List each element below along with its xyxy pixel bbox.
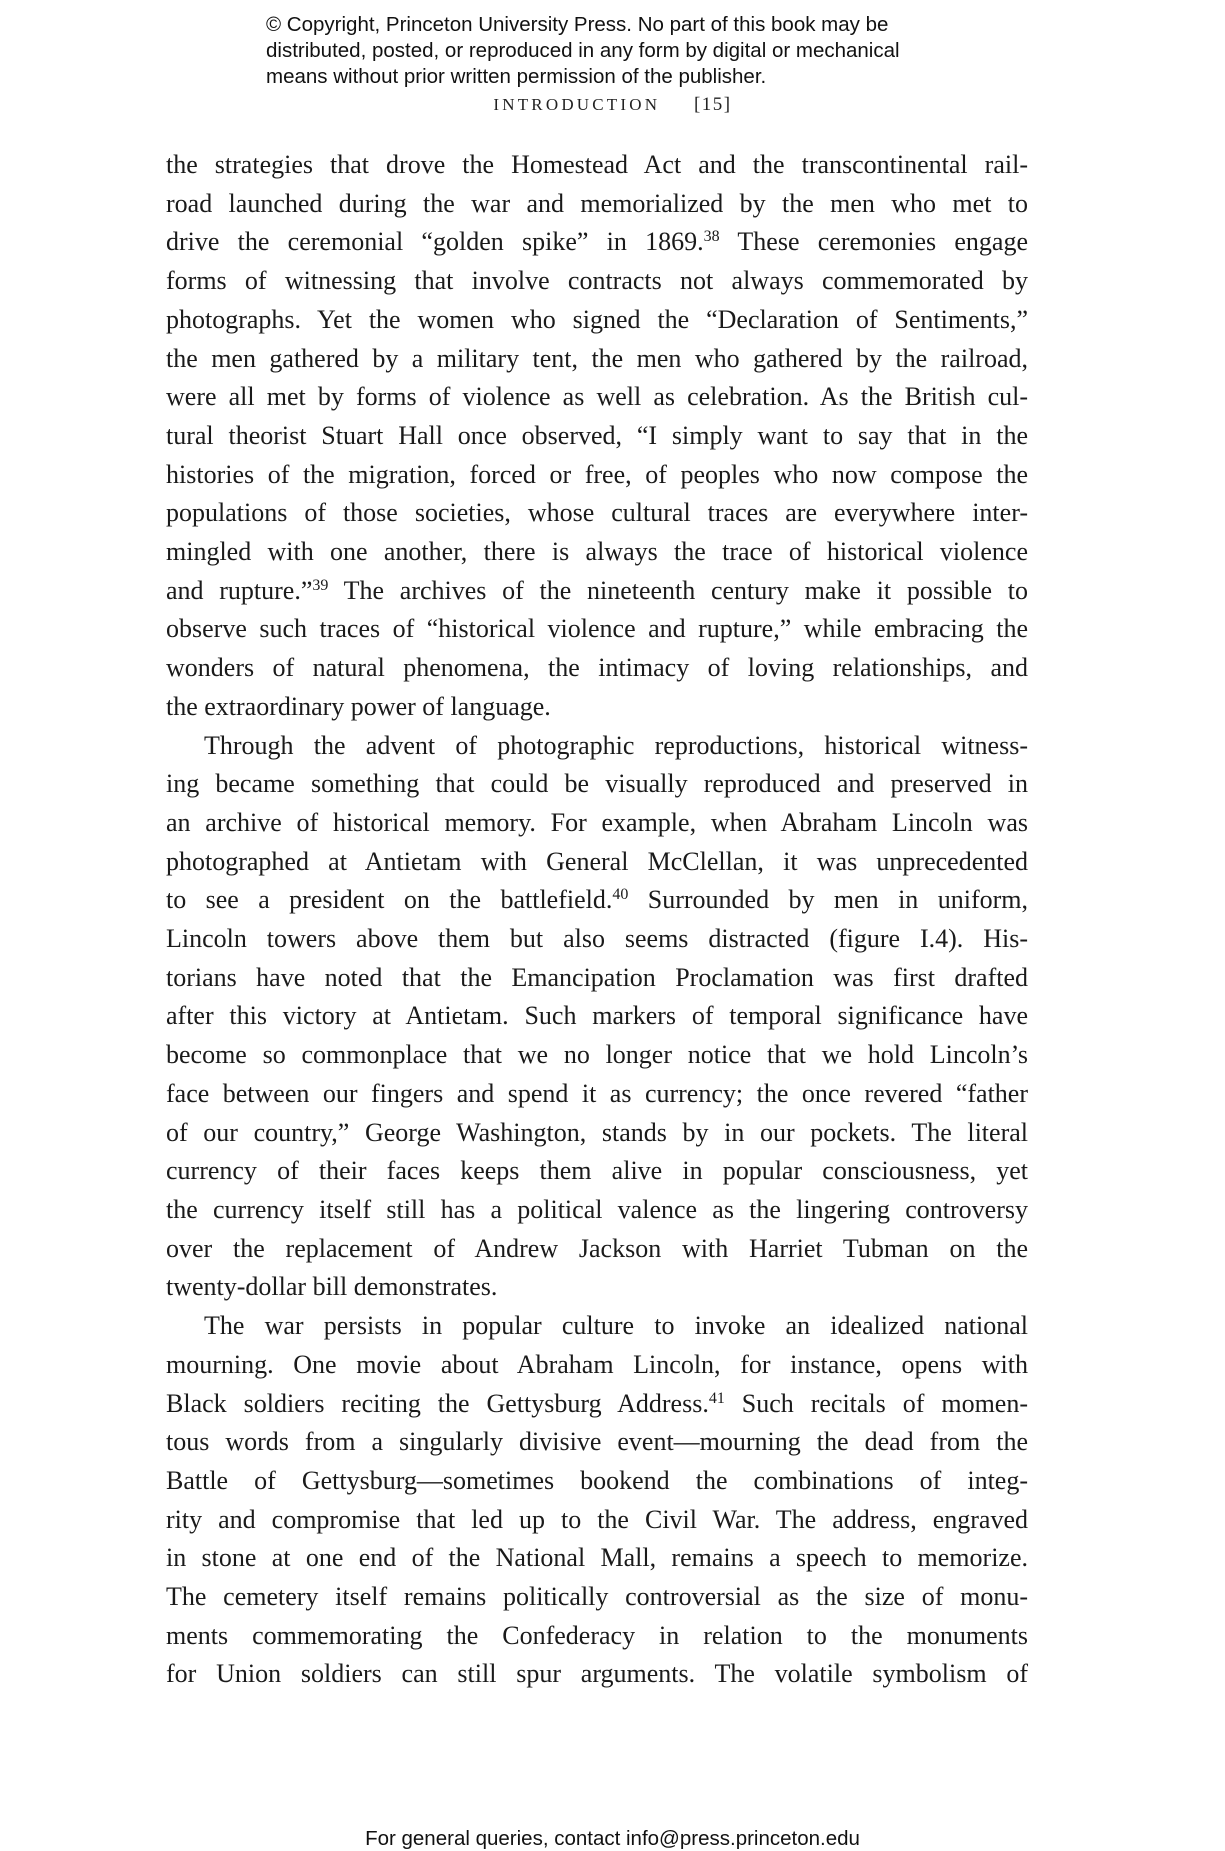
line-text: photographed at Antietam with General McClellan, it was unprecedented	[166, 846, 1028, 876]
footnote-reference[interactable]: 41	[708, 1389, 725, 1407]
line-text: road launched during the war and memorialized by the men who met to	[166, 188, 1028, 218]
running-head-section: INTRODUCTION	[493, 95, 661, 114]
line-text: Surrounded by men in uniform,	[628, 885, 1028, 915]
copyright-notice	[266, 12, 1026, 90]
text-line	[166, 378, 1028, 417]
text-line	[166, 1617, 1028, 1656]
text-line	[166, 688, 1028, 727]
text-line	[166, 765, 1028, 804]
body-text	[166, 146, 1028, 1694]
line-text: the extraordinary power of language.	[166, 691, 551, 721]
text-line	[166, 843, 1028, 882]
text-line	[166, 262, 1028, 301]
line-text: Through the advent of photographic reproductions, historical witness-	[204, 730, 1028, 760]
text-line	[166, 1075, 1028, 1114]
line-text: Lincoln towers above them but also seems distracted (figure I.4). His-	[166, 924, 1028, 954]
footnote-reference[interactable]: 40	[612, 886, 629, 904]
text-line	[166, 1539, 1028, 1578]
line-text: tural theorist Stuart Hall once observed, “I simply want to say that in the	[166, 420, 1028, 450]
text-line	[166, 610, 1028, 649]
text-line	[166, 997, 1028, 1036]
line-text: torians have noted that the Emancipation Proclamation was first drafted	[166, 962, 1028, 992]
copyright-line: means without prior written permission of the publisher.	[266, 65, 767, 88]
line-text: and rupture.”	[166, 575, 313, 605]
paragraph	[166, 146, 1028, 727]
text-line	[166, 456, 1028, 495]
text-line	[166, 340, 1028, 379]
text-line	[166, 1307, 1028, 1346]
line-text: forms of witnessing that involve contracts not always commemorated by	[166, 266, 1028, 296]
paragraph	[166, 1307, 1028, 1694]
line-text: tous words from a singularly divisive event—mourning the dead from the	[166, 1427, 1028, 1457]
page-number: [15]	[693, 94, 732, 115]
text-line	[166, 1578, 1028, 1617]
text-line	[166, 533, 1028, 572]
line-text: were all met by forms of violence as well as celebration. As the British cul-	[166, 382, 1028, 412]
line-text: in stone at one end of the National Mall, remains a speech to memorize.	[166, 1543, 1028, 1573]
copyright-line: © Copyright, Princeton University Press. No part of this book may be	[266, 13, 889, 36]
text-line	[166, 1423, 1028, 1462]
copyright-line: distributed, posted, or reproduced in any form by digital or mechanical	[266, 39, 900, 62]
text-line	[166, 301, 1028, 340]
text-line	[166, 1462, 1028, 1501]
footnote-reference[interactable]: 38	[703, 228, 720, 246]
text-line	[166, 1346, 1028, 1385]
line-text: currency of their faces keeps them alive in popular consciousness, yet	[166, 1156, 1028, 1186]
line-text: the currency itself still has a political valence as the lingering controversy	[166, 1194, 1028, 1224]
text-line	[166, 881, 1028, 920]
line-text: Battle of Gettysburg—sometimes bookend the combinations of integ-	[166, 1465, 1028, 1495]
text-line	[166, 417, 1028, 456]
text-line	[166, 1385, 1028, 1424]
line-text: photographs. Yet the women who signed the “Declaration of Sentiments,”	[166, 304, 1028, 334]
line-text: Black soldiers reciting the Gettysburg Address.	[166, 1388, 709, 1418]
text-line	[166, 920, 1028, 959]
line-text: drive the ceremonial “golden spike” in 1869.	[166, 227, 704, 257]
line-text: observe such traces of “historical violence and rupture,” while embracing the	[166, 614, 1028, 644]
text-line	[166, 1036, 1028, 1075]
text-line	[166, 727, 1028, 766]
text-line	[166, 146, 1028, 185]
line-text: for Union soldiers can still spur arguments. The volatile symbolism of	[166, 1659, 1028, 1689]
line-text: The cemetery itself remains politically controversial as the size of monu-	[166, 1582, 1028, 1612]
text-line	[166, 959, 1028, 998]
paragraph	[166, 727, 1028, 1308]
line-text: become so commonplace that we no longer notice that we hold Lincoln’s	[166, 1040, 1028, 1070]
footer-contact: For general queries, contact info@press.princeton.edu	[365, 1827, 860, 1850]
line-text: an archive of historical memory. For example, when Abraham Lincoln was	[166, 807, 1028, 837]
line-text: mourning. One movie about Abraham Lincoln, for instance, opens with	[166, 1349, 1028, 1379]
line-text: The war persists in popular culture to invoke an idealized national	[204, 1311, 1028, 1341]
text-line	[166, 572, 1028, 611]
text-line	[166, 1501, 1028, 1540]
text-line	[166, 1230, 1028, 1269]
line-text: the men gathered by a military tent, the men who gathered by the railroad,	[166, 343, 1028, 373]
line-text: histories of the migration, forced or free, of peoples who now compose the	[166, 459, 1028, 489]
text-line	[166, 1114, 1028, 1153]
text-line	[166, 1655, 1028, 1694]
line-text: mingled with one another, there is always the trace of historical violence	[166, 537, 1028, 567]
line-text: The archives of the nineteenth century make it possible to	[328, 575, 1028, 605]
text-line	[166, 804, 1028, 843]
text-line	[166, 1268, 1028, 1307]
text-line	[166, 223, 1028, 262]
text-line	[166, 1152, 1028, 1191]
footnote-reference[interactable]: 39	[312, 576, 329, 594]
line-text: rity and compromise that led up to the Civil War. The address, engraved	[166, 1504, 1028, 1534]
line-text: Such recitals of momen-	[724, 1388, 1028, 1418]
line-text: wonders of natural phenomena, the intimacy of loving relationships, and	[166, 653, 1028, 683]
line-text: ing became something that could be visually reproduced and preserved in	[166, 769, 1028, 799]
text-line	[166, 494, 1028, 533]
line-text: the strategies that drove the Homestead Act and the transcontinental rail-	[166, 150, 1028, 179]
line-text: to see a president on the battlefield.	[166, 885, 613, 915]
text-line	[166, 185, 1028, 224]
text-line	[166, 649, 1028, 688]
line-text: twenty-dollar bill demonstrates.	[166, 1272, 498, 1302]
line-text: ments commemorating the Confederacy in relation to the monuments	[166, 1620, 1028, 1650]
running-head	[0, 94, 1225, 116]
line-text: face between our fingers and spend it as currency; the once revered “father	[166, 1078, 1028, 1108]
line-text: over the replacement of Andrew Jackson with Harriet Tubman on the	[166, 1233, 1028, 1263]
line-text: after this victory at Antietam. Such markers of temporal significance have	[166, 1001, 1028, 1031]
text-line	[166, 1191, 1028, 1230]
line-text: These ceremonies engage	[719, 227, 1028, 257]
line-text: populations of those societies, whose cultural traces are everywhere inter-	[166, 498, 1028, 528]
line-text: of our country,” George Washington, stands by in our pockets. The literal	[166, 1117, 1028, 1147]
